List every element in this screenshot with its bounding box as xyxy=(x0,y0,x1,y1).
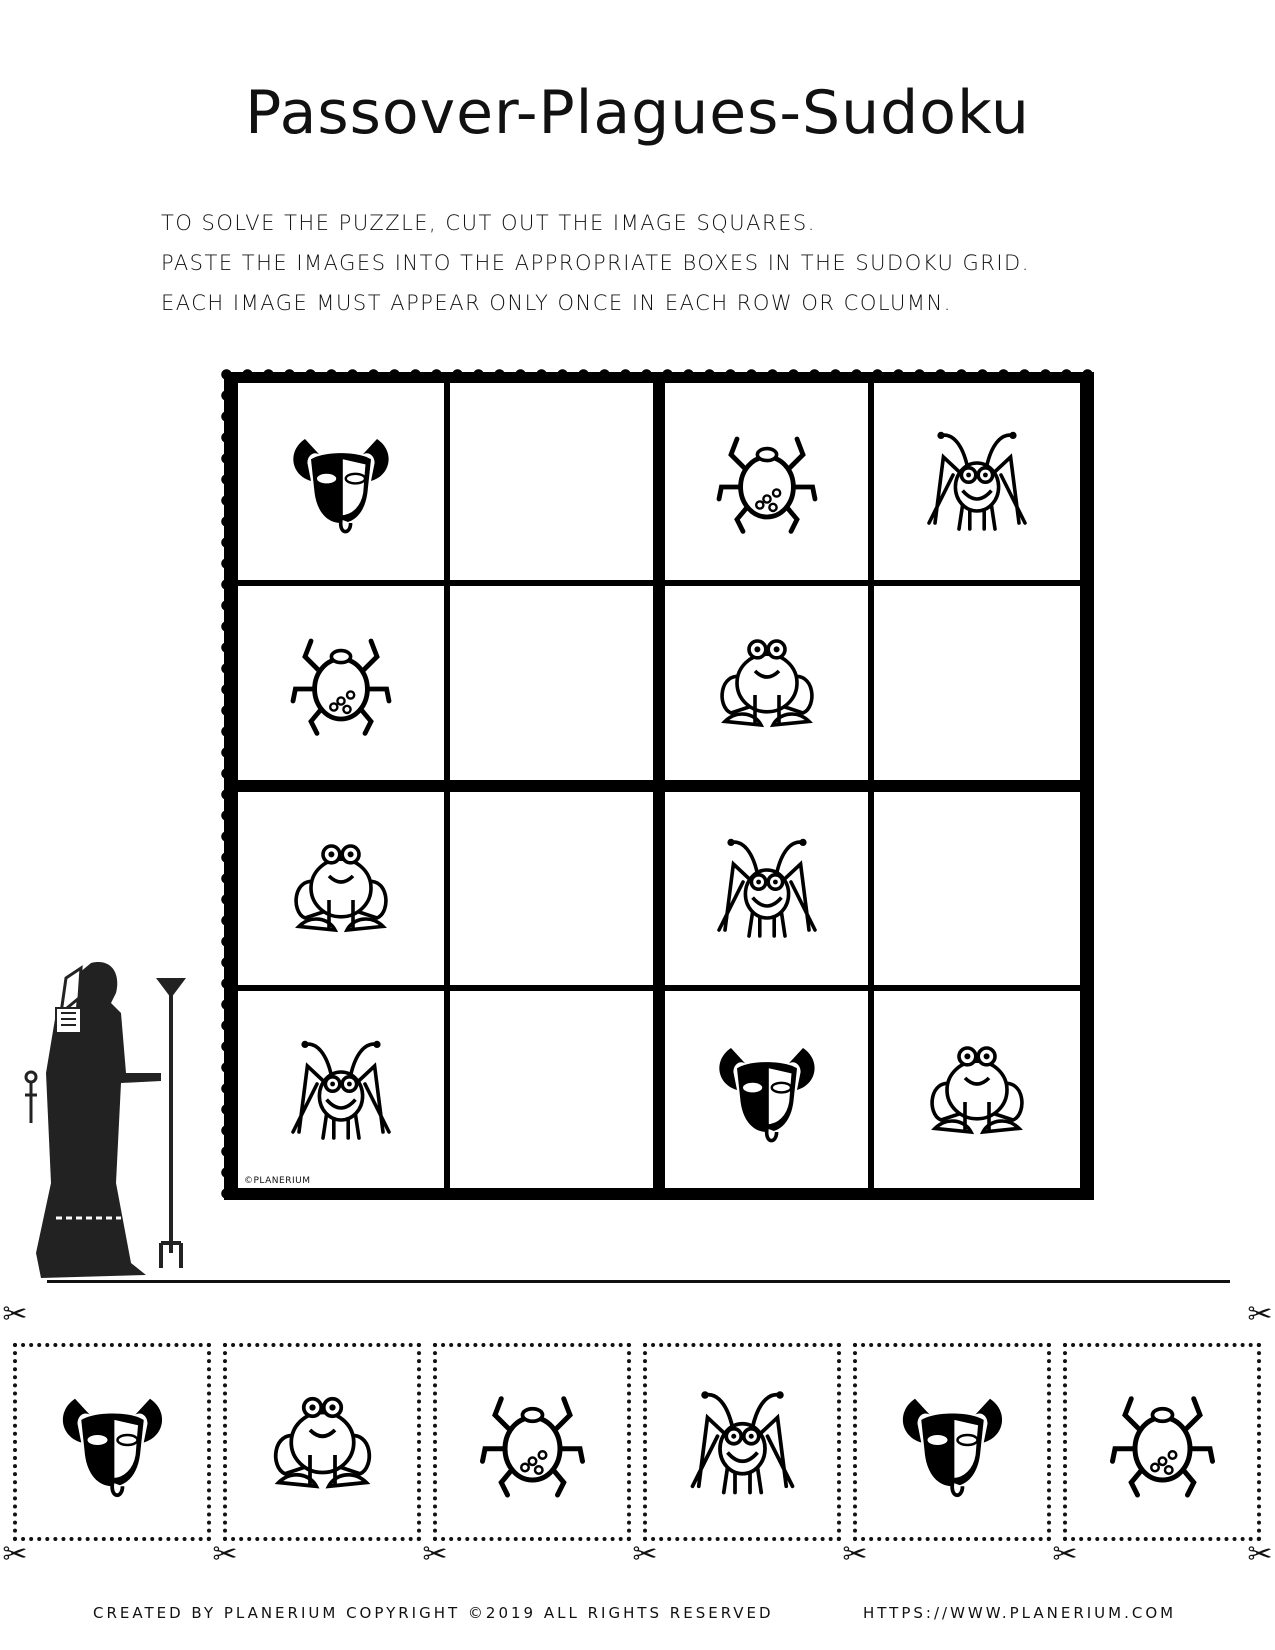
spider-icon xyxy=(281,623,401,743)
cutout-square[interactable] xyxy=(433,1343,631,1541)
sudoku-cell xyxy=(874,383,1080,580)
cutout-square[interactable] xyxy=(643,1343,841,1541)
scissors-icon: ✂ xyxy=(2,1537,28,1572)
sudoku-cell xyxy=(665,586,868,780)
scissors-icon: ✂ xyxy=(1247,1537,1273,1572)
footer-url[interactable]: HTTPS://WWW.PLANERIUM.COM xyxy=(863,1604,1177,1622)
scissors-icon: ✂ xyxy=(1052,1537,1078,1572)
bull-icon xyxy=(50,1380,175,1505)
egyptian-figure-illustration xyxy=(21,953,196,1281)
frog-icon xyxy=(260,1380,385,1505)
scissors-icon: ✂ xyxy=(2,1297,28,1332)
cutout-square[interactable] xyxy=(223,1343,421,1541)
sudoku-grid xyxy=(238,383,1080,1188)
scissors-icon: ✂ xyxy=(422,1537,448,1572)
sudoku-cell[interactable] xyxy=(450,586,653,780)
page-title: Passover-Plagues-Sudoku xyxy=(245,78,1030,148)
frog-icon xyxy=(707,623,827,743)
frog-icon xyxy=(917,1030,1037,1150)
sudoku-board xyxy=(216,364,1102,1208)
spider-icon xyxy=(1100,1380,1225,1505)
instruction-line: PASTE THE IMAGES INTO THE APPROPRIATE BOXES IN THE SUDOKU GRID. xyxy=(161,251,1030,275)
sudoku-cell[interactable] xyxy=(874,586,1080,780)
locust-icon xyxy=(281,1030,401,1150)
scissors-icon: ✂ xyxy=(1247,1297,1273,1332)
cutout-square[interactable] xyxy=(853,1343,1051,1541)
instructions xyxy=(161,203,1030,323)
frog-icon xyxy=(281,828,401,948)
locust-icon xyxy=(680,1380,805,1505)
spider-icon xyxy=(707,421,827,541)
sudoku-frame xyxy=(224,372,1094,1200)
cutout-square[interactable] xyxy=(13,1343,211,1541)
locust-icon xyxy=(917,421,1037,541)
cutout-square[interactable] xyxy=(1063,1343,1261,1541)
sudoku-cell xyxy=(238,792,444,986)
sudoku-cell[interactable] xyxy=(450,383,653,580)
sudoku-cell xyxy=(238,586,444,780)
divider-line xyxy=(47,1280,1230,1283)
instruction-line: TO SOLVE THE PUZZLE, CUT OUT THE IMAGE SQUARES. xyxy=(161,211,816,235)
sudoku-cell xyxy=(874,991,1080,1188)
sudoku-cell xyxy=(238,991,444,1188)
sudoku-cell[interactable] xyxy=(450,792,653,986)
bull-icon xyxy=(281,421,401,541)
scissors-icon: ✂ xyxy=(212,1537,238,1572)
grid-watermark: ©PLANERIUM xyxy=(244,1176,311,1186)
instruction-line: EACH IMAGE MUST APPEAR ONLY ONCE IN EACH ROW OR COLUMN. xyxy=(161,291,952,315)
sudoku-cell xyxy=(665,991,868,1188)
scissors-icon: ✂ xyxy=(842,1537,868,1572)
sudoku-cell xyxy=(665,792,868,986)
bull-icon xyxy=(890,1380,1015,1505)
sudoku-cell xyxy=(238,383,444,580)
sudoku-cell[interactable] xyxy=(874,792,1080,986)
sudoku-cell[interactable] xyxy=(450,991,653,1188)
spider-icon xyxy=(470,1380,595,1505)
footer-credit: CREATED BY PLANERIUM COPYRIGHT ©2019 ALL RIGHTS RESERVED xyxy=(93,1604,774,1622)
sudoku-cell xyxy=(665,383,868,580)
bull-icon xyxy=(707,1030,827,1150)
scissors-icon: ✂ xyxy=(632,1537,658,1572)
locust-icon xyxy=(707,828,827,948)
